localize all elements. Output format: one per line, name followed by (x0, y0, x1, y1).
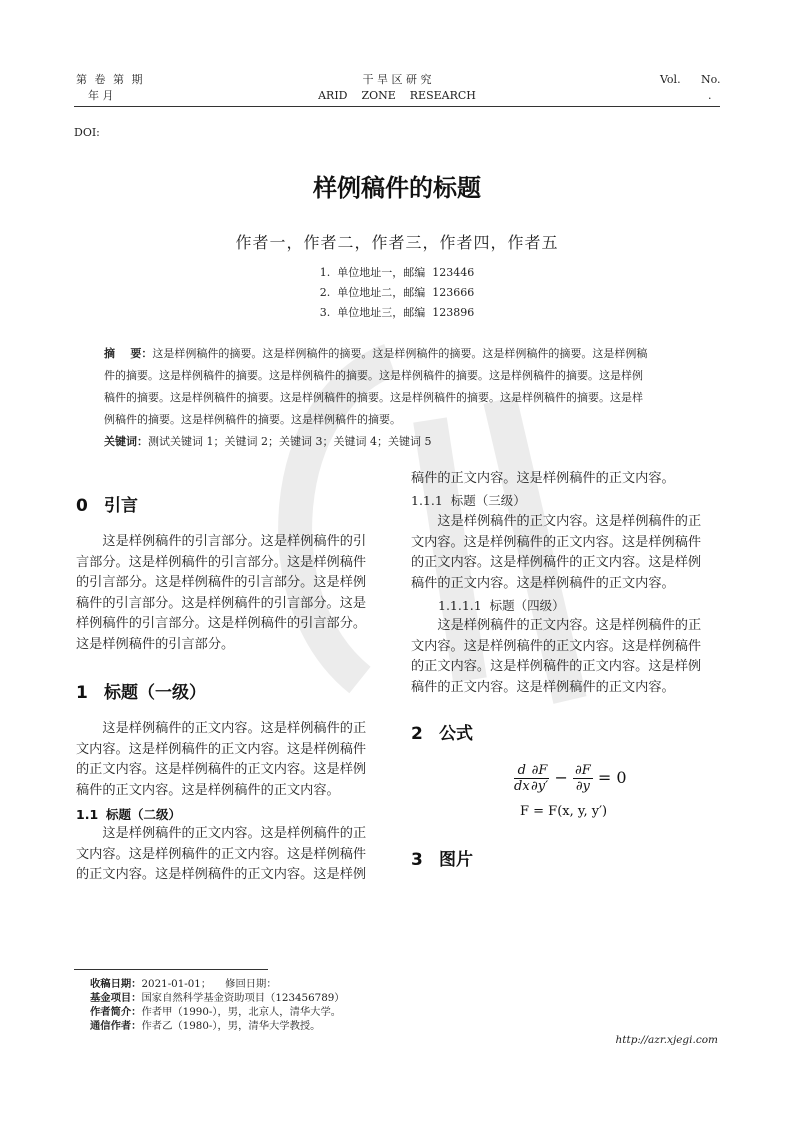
body-line: 稿件的正文内容。这是样例稿件的正文内容。 (411, 679, 675, 695)
affiliation-1: 1. 单位地址一，邮编 123446 (319, 266, 475, 279)
section-1-1-1-1-heading: 1.1.1.1 标题（四级） (438, 598, 565, 613)
body-line: 这是样例稿件的引言部分。 (76, 636, 235, 652)
section-0-body (76, 532, 384, 655)
eq-rhs: = 0 (597, 768, 627, 787)
footnote-dates (90, 977, 710, 991)
abstract-line-3: 稿件的摘要。这是样例稿件的摘要。这是样例稿件的摘要。这是样例稿件的摘要。这是样例稿件的摘要。这是样 (104, 391, 643, 404)
journal-url[interactable]: http://azr.xjegi.com (615, 1034, 718, 1046)
eq-denominator: dx (514, 779, 530, 794)
eq-denominator: ∂y′ (531, 779, 549, 794)
section-3-heading (411, 845, 473, 870)
received-label: 收稿日期： (90, 978, 142, 990)
section-1-1-body (76, 824, 384, 886)
header-rule (74, 106, 720, 107)
eq-numerator: ∂F (531, 763, 548, 778)
body-line: 稿件的引言部分。这是样例稿件的引言部分。这是 (76, 595, 367, 611)
body-line: 这是样例稿件的正文内容。这是样例稿件的正 (102, 826, 367, 841)
section-1-title: 标题（一级） (104, 683, 206, 703)
body-line: 文内容。这是样例稿件的正文内容。这是样例稿件 (76, 741, 367, 757)
body-line: 的正文内容。这是样例稿件的正文内容。这是样例 (411, 659, 702, 674)
header-vol: Vol. (660, 73, 681, 86)
section-1-1-1-1-body (411, 616, 719, 698)
footnote-rule (74, 969, 268, 970)
received-date: 2021-01-01； (141, 978, 212, 990)
affiliation-3: 3. 单位地址三，邮编 123896 (319, 306, 475, 319)
doi-label: DOI: (74, 126, 100, 139)
section-1-1-number: 1.1 (76, 807, 99, 822)
body-line: 的正文内容。这是样例稿件的正文内容。这是样例 (76, 762, 367, 777)
body-line: 稿件的正文内容。这是样例稿件的正文内容。 (76, 782, 340, 798)
keywords (104, 431, 704, 453)
eq-numerator: d (514, 763, 530, 779)
eq-frac-dF-dyp (530, 763, 550, 794)
section-2-title: 公式 (439, 724, 473, 744)
section-1-number: 1 (76, 683, 88, 703)
section-0-heading (76, 491, 138, 516)
eq-frac-dF-dy (573, 763, 593, 794)
section-1-1-1-heading: 1.1.1 标题（三级） (411, 493, 526, 508)
section-1-1-title: 标题（二级） (106, 807, 182, 822)
keywords-text: 测试关键词 1；关键词 2；关键词 3；关键词 4；关键词 5 (148, 435, 432, 448)
abstract (104, 343, 704, 453)
revised-label: 修回日期： (225, 978, 277, 990)
section-1-heading (76, 678, 206, 703)
section-0-number: 0 (76, 496, 88, 516)
footnote-corresponding (90, 1019, 710, 1033)
body-line: 这是样例稿件的引言部分。这是样例稿件的引 (102, 534, 367, 549)
eq-denominator: ∂y (575, 779, 590, 794)
body-line: 文内容。这是样例稿件的正文内容。这是样例稿件 (411, 534, 702, 550)
body-line: 言部分。这是样例稿件的引言部分。这是样例稿件 (76, 554, 367, 570)
body-line: 的正文内容。这是样例稿件的正文内容。这是样例 (411, 555, 702, 570)
section-2-number: 2 (411, 724, 423, 744)
body-line: 文内容。这是样例稿件的正文内容。这是样例稿件 (411, 638, 702, 654)
body-line: 的引言部分。这是样例稿件的引言部分。这是样例 (76, 575, 367, 590)
author-list: 作者一，作者二，作者三，作者四，作者五 (235, 233, 559, 252)
author-label: 作者简介： (90, 1006, 142, 1018)
body-line: 的正文内容。这是样例稿件的正文内容。这是样例 (76, 867, 367, 882)
section-2-heading (411, 719, 473, 744)
abstract-line-4: 例稿件的摘要。这是样例稿件的摘要。这是样例稿件的摘要。 (104, 413, 401, 426)
header-number (701, 72, 721, 88)
body-line: 这是样例稿件的正文内容。这是样例稿件的正 (437, 514, 702, 529)
header-issue-line1: 第 卷 第 期 (76, 73, 143, 86)
section-1-1-1-body (411, 512, 719, 594)
paper-title: 样例稿件的标题 (313, 174, 481, 202)
body-line: 稿件的正文内容。这是样例稿件的正文内容。 (411, 575, 675, 591)
footnote-fund (90, 991, 710, 1005)
section-3-title: 图片 (439, 850, 473, 870)
section-1-1-heading (76, 805, 181, 823)
header-issue-line2: 年 月 (88, 89, 114, 102)
section-1-body (76, 719, 384, 801)
section-3-number: 3 (411, 850, 423, 870)
header-no: No. (701, 73, 721, 86)
header-journal (297, 72, 497, 104)
body-line: 这是样例稿件的正文内容。这是样例稿件的正 (437, 618, 702, 633)
eq-minus: − (554, 768, 568, 787)
abstract-label: 摘 要： (104, 347, 153, 360)
section-0-title: 引言 (104, 496, 138, 516)
equation-1 (514, 763, 627, 794)
body-line: 这是样例稿件的正文内容。这是样例稿件的正 (102, 721, 367, 736)
affiliations (0, 263, 794, 323)
keywords-label: 关键词： (104, 435, 148, 448)
header-volume (660, 72, 681, 88)
right-column-continuation: 稿件的正文内容。这是样例稿件的正文内容。 (411, 471, 675, 486)
fund-text: 国家自然科学基金资助项目（123456789） (141, 992, 345, 1004)
abstract-line-2: 件的摘要。这是样例稿件的摘要。这是样例稿件的摘要。这是样例稿件的摘要。这是样例稿件的摘要。这是样例 (104, 369, 643, 382)
affiliation-2: 2. 单位地址二，邮编 123666 (319, 286, 475, 299)
footnote-author (90, 1005, 710, 1019)
header-issue (76, 72, 143, 104)
eq-frac-d-dx (514, 763, 530, 794)
equation-2: F = F(x, y, y′) (520, 804, 608, 819)
eq-numerator: ∂F (575, 763, 591, 778)
abstract-line-1: 摘 要：这是样例稿件的摘要。这是样例稿件的摘要。这是样例稿件的摘要。这是样例稿件的摘要。这是样例稿 (104, 347, 648, 360)
corresponding-text: 作者乙（1980-），男，清华大学教授。 (141, 1020, 321, 1032)
body-line: 文内容。这是样例稿件的正文内容。这是样例稿件 (76, 846, 367, 862)
author-text: 作者甲（1990-），男，北京人，清华大学。 (141, 1006, 342, 1018)
corresponding-label: 通信作者： (90, 1020, 142, 1032)
header-dot: . (708, 89, 712, 102)
header-journal-en: ARID ZONE RESEARCH (318, 89, 476, 102)
body-line: 样例稿件的引言部分。这是样例稿件的引言部分。 (76, 616, 367, 631)
header-journal-cn: 干 旱 区 研 究 (362, 73, 432, 86)
fund-label: 基金项目： (90, 992, 142, 1004)
footnotes (90, 977, 710, 1033)
